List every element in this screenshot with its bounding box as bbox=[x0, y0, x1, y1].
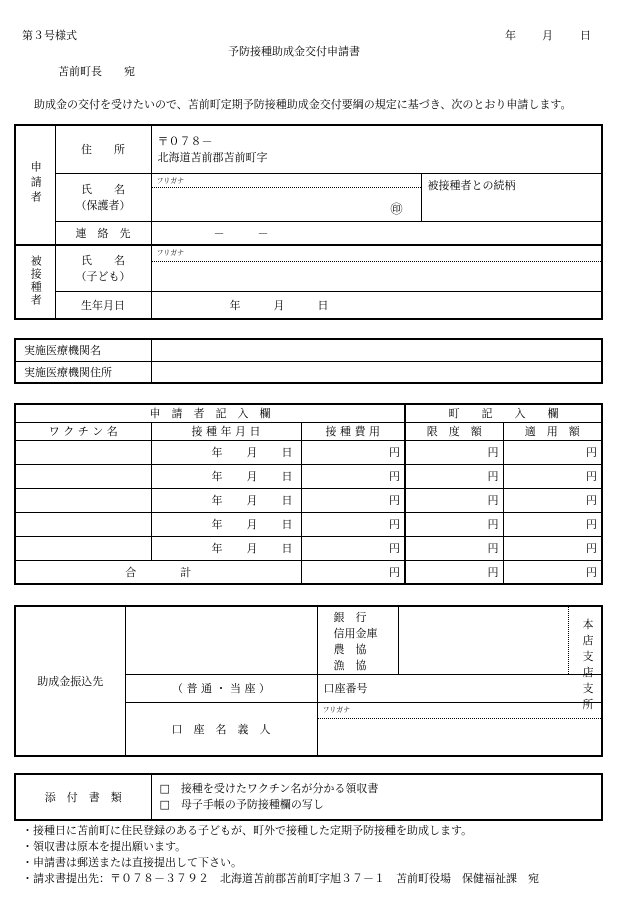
branch-type-option: 支所 bbox=[582, 682, 594, 711]
facility-name-field[interactable] bbox=[151, 339, 602, 361]
column-header: 接 種 年 月 日 bbox=[151, 422, 301, 440]
form-number: 第３号様式 bbox=[22, 29, 77, 42]
applicant-group-label: 申請者 bbox=[15, 125, 55, 245]
cost-cell[interactable]: 円 bbox=[301, 440, 405, 464]
column-header: ワ ク チ ン 名 bbox=[15, 422, 151, 440]
addressee: 苫前町長 宛 bbox=[58, 65, 135, 78]
intro-text: 助成金の交付を受けたいので、苫前町定期予防接種助成金交付要綱の規定に基づき、次のとおり申請します。 bbox=[34, 98, 572, 111]
bank-type-list bbox=[334, 610, 378, 674]
dob-label: 生年月日 bbox=[55, 291, 151, 319]
limit-cell[interactable]: 円 bbox=[405, 536, 503, 560]
town-section-header: 町 記 入 欄 bbox=[405, 404, 602, 422]
branch-type-option: 本店 bbox=[582, 618, 594, 647]
total-cost-cell[interactable]: 円 bbox=[301, 560, 405, 584]
vaccination-date-cell[interactable]: 年 月 日 bbox=[151, 536, 301, 560]
applicant-table bbox=[14, 124, 603, 320]
cost-cell[interactable]: 円 bbox=[301, 488, 405, 512]
bank-type-option: 信用金庫 bbox=[333, 627, 378, 640]
limit-cell[interactable]: 円 bbox=[405, 488, 503, 512]
child-name-label: 氏 名 （子ども） bbox=[55, 245, 151, 291]
child-name-field[interactable]: フリガナ bbox=[151, 245, 602, 291]
applied-amount-cell[interactable]: 円 bbox=[503, 488, 602, 512]
address-label: 住 所 bbox=[55, 125, 151, 173]
account-number-field[interactable]: 口座番号 bbox=[317, 674, 602, 702]
notes bbox=[22, 823, 539, 887]
applicant-section-header: 申 請 者 記 入 欄 bbox=[15, 404, 405, 422]
attachments-table bbox=[14, 773, 603, 821]
column-header: 適 用 額 bbox=[503, 422, 602, 440]
cost-cell[interactable]: 円 bbox=[301, 464, 405, 488]
attachment-item[interactable]: □ 母子手帳の予防接種欄の写し bbox=[159, 798, 324, 811]
limit-cell[interactable]: 円 bbox=[405, 464, 503, 488]
seal-mark: ㊞ bbox=[390, 201, 403, 216]
address-field[interactable]: 〒０７８－ 北海道苫前郡苫前町字 bbox=[151, 125, 602, 173]
vaccine-row bbox=[15, 536, 602, 560]
cost-cell[interactable]: 円 bbox=[301, 512, 405, 536]
vaccine-name-cell[interactable] bbox=[15, 440, 151, 464]
date-month: 月 bbox=[542, 29, 553, 42]
recipient-group-label: 被接種者 bbox=[15, 245, 55, 319]
vaccine-name-cell[interactable] bbox=[15, 488, 151, 512]
facility-address-field[interactable] bbox=[151, 361, 602, 383]
column-header: 接 種 費 用 bbox=[301, 422, 405, 440]
date-day: 日 bbox=[580, 29, 591, 42]
contact-field[interactable]: － － bbox=[151, 221, 602, 245]
guardian-name-field[interactable]: フリガナ ㊞ bbox=[151, 173, 421, 221]
vaccination-date-cell[interactable]: 年 月 日 bbox=[151, 464, 301, 488]
vaccine-row bbox=[15, 512, 602, 536]
column-header: 限 度 額 bbox=[405, 422, 503, 440]
note-item: ・接種日に苫前町に住民登録のある子どもが、町外で接種した定期予防接種を助成します。 bbox=[22, 824, 473, 837]
note-item: ・領収書は原本を提出願います。 bbox=[22, 840, 187, 853]
bank-name-field[interactable] bbox=[125, 606, 317, 674]
date-year: 年 bbox=[505, 29, 516, 42]
vaccination-date-cell[interactable]: 年 月 日 bbox=[151, 488, 301, 512]
attachments-label: 添 付 書 類 bbox=[15, 774, 151, 820]
vaccine-name-cell[interactable] bbox=[15, 464, 151, 488]
dob-field[interactable]: 年 月 日 bbox=[151, 291, 602, 319]
vaccine-row bbox=[15, 464, 602, 488]
note-item: ・請求書提出先：〒０７８－３７９２ 北海道苫前郡苫前町字旭３７－１ 苫前町役場 保健福祉課 宛 bbox=[22, 872, 539, 885]
attachment-item[interactable]: □ 接種を受けたワクチン名が分かる領収書 bbox=[159, 782, 379, 795]
limit-cell[interactable]: 円 bbox=[405, 440, 503, 464]
applied-amount-cell[interactable]: 円 bbox=[503, 464, 602, 488]
facility-name-label: 実施医療機関名 bbox=[15, 339, 151, 361]
vaccine-table bbox=[14, 403, 603, 585]
facility-address-label: 実施医療機関住所 bbox=[15, 361, 151, 383]
bank-type-option: 農 協 bbox=[333, 643, 367, 656]
account-holder-field[interactable]: フリガナ bbox=[317, 702, 602, 756]
relation-field[interactable]: 被接種者との続柄 bbox=[421, 173, 602, 221]
branch-type-list bbox=[583, 617, 602, 713]
note-item: ・申請書は郵送または直接提出して下さい。 bbox=[22, 856, 242, 869]
total-row bbox=[15, 560, 602, 584]
attachments-list bbox=[151, 774, 602, 820]
bank-type-option: 銀 行 bbox=[333, 611, 367, 624]
cost-cell[interactable]: 円 bbox=[301, 536, 405, 560]
bank-label: 助成金振込先 bbox=[15, 606, 125, 756]
limit-cell[interactable]: 円 bbox=[405, 512, 503, 536]
bank-table bbox=[14, 605, 603, 757]
vaccine-row bbox=[15, 440, 602, 464]
page-title: 予防接種助成金交付申請書 bbox=[228, 45, 360, 58]
account-type-field[interactable]: （ 普 通 ・ 当 座 ） bbox=[125, 674, 317, 702]
account-holder-label: 口 座 名 義 人 bbox=[125, 702, 317, 756]
contact-label: 連 絡 先 bbox=[55, 221, 151, 245]
vaccine-row bbox=[15, 488, 602, 512]
vaccination-date-cell[interactable]: 年 月 日 bbox=[151, 512, 301, 536]
vaccine-name-cell[interactable] bbox=[15, 512, 151, 536]
total-limit-cell[interactable]: 円 bbox=[405, 560, 503, 584]
facility-table bbox=[14, 338, 603, 384]
vaccination-date-cell[interactable]: 年 月 日 bbox=[151, 440, 301, 464]
total-applied-cell[interactable]: 円 bbox=[503, 560, 602, 584]
branch-type-option: 支店 bbox=[582, 650, 594, 679]
bank-type-option: 漁 協 bbox=[333, 659, 367, 672]
total-label: 合 計 bbox=[15, 560, 301, 584]
vaccine-name-cell[interactable] bbox=[15, 536, 151, 560]
applied-amount-cell[interactable]: 円 bbox=[503, 440, 602, 464]
applied-amount-cell[interactable]: 円 bbox=[503, 512, 602, 536]
guardian-name-label: 氏 名 （保護者） bbox=[55, 173, 151, 221]
applied-amount-cell[interactable]: 円 bbox=[503, 536, 602, 560]
